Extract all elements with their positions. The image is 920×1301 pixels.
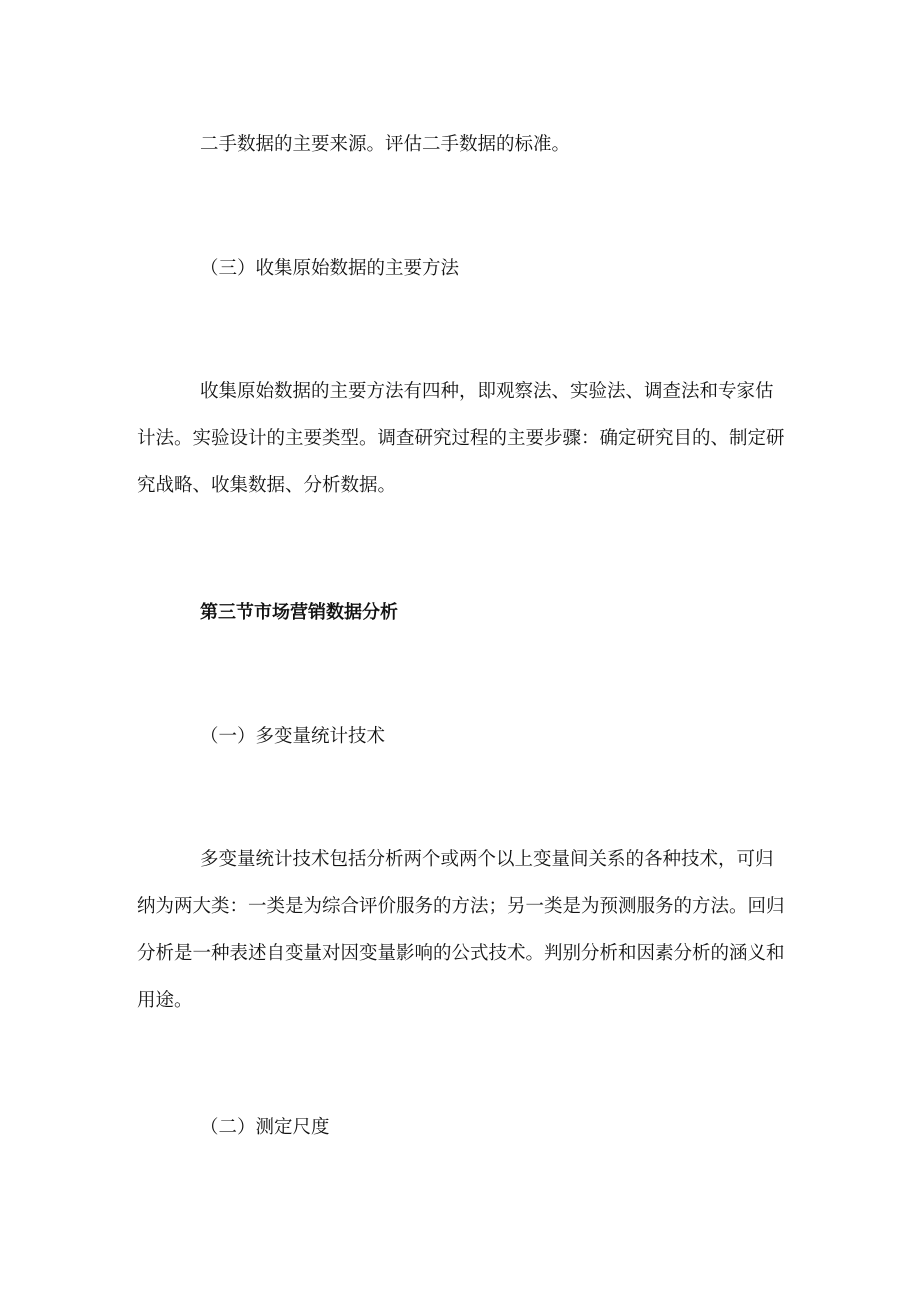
subheading-measurement-scale: （二）测定尺度: [200, 1117, 330, 1138]
section-heading-marketing-data-analysis: 第三节市场营销数据分析: [200, 602, 398, 623]
paragraph-primary-data-methods: 收集原始数据的主要方法有四种，即观察法、实验法、调查法和专家估计法。实验设计的主要类型。调查研究过程的主要步骤：确定研究目的、制定研究战略、收集数据、分析数据。: [137, 381, 785, 496]
subheading-primary-data-methods: （三）收集原始数据的主要方法: [200, 258, 460, 279]
paragraph-multivariate-statistics: 多变量统计技术包括分析两个或两个以上变量间关系的各种技术，可归纳为两大类：一类是为综合评价服务的方法；另一类是为预测服务的方法。回归分析是一种表述自变量对因变量影响的公式技术。判别分析和因素分析的涵义和用途。: [137, 849, 785, 1011]
subheading-multivariate-statistics: （一）多变量统计技术: [200, 726, 386, 747]
secondary-data-sources-line: 二手数据的主要来源。评估二手数据的标准。: [200, 134, 571, 155]
